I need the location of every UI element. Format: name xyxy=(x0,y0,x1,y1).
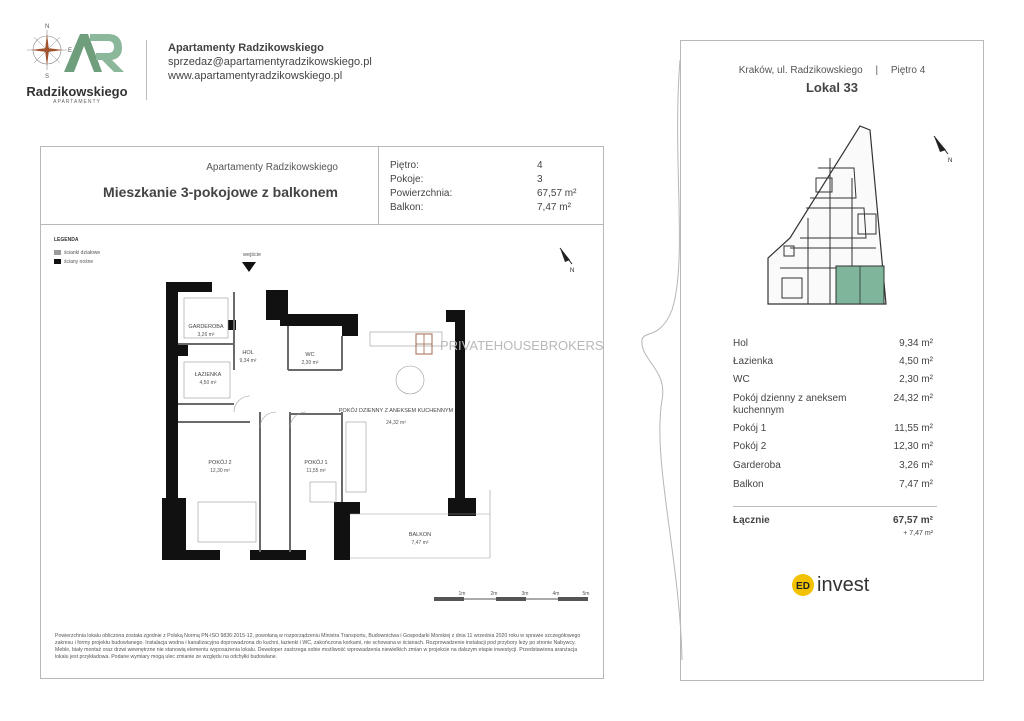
svg-text:4m: 4m xyxy=(552,591,560,597)
location-city: Kraków, ul. Radzikowskiego xyxy=(738,65,863,76)
area-garderoba-value: 3,26 m² xyxy=(899,460,933,471)
apartment-subtitle: Apartamenty Radzikowskiego xyxy=(206,162,338,173)
developer-logo-icon xyxy=(790,572,816,598)
room-pokoj1-label: POKÓJ 1 xyxy=(304,460,328,466)
compass-icon xyxy=(27,30,67,70)
compass-n: N xyxy=(45,24,50,30)
watermark: PRIVATEHOUSEBROKERS xyxy=(440,338,604,353)
room-lazienka-label: ŁAZIENKA xyxy=(194,372,222,378)
unit-title: Lokal 33 xyxy=(805,80,859,95)
room-balkon-area: 7,47 m² xyxy=(411,540,429,546)
svg-text:5m: 5m xyxy=(582,591,590,597)
apartment-title: Mieszkanie 3-pokojowe z balkonem xyxy=(103,184,338,200)
location-floor: Piętro 4 xyxy=(890,65,926,76)
total-divider xyxy=(733,506,937,507)
logo xyxy=(22,20,132,84)
entrance-arrow-icon xyxy=(242,262,256,272)
room-pokoj2-label: POKÓJ 2 xyxy=(208,460,232,466)
plan-header-divider xyxy=(40,224,604,225)
spec-area-label: Powierzchnia: xyxy=(390,188,453,199)
north-arrow-icon xyxy=(930,132,958,164)
room-garderoba-area: 3,26 m² xyxy=(197,332,215,338)
legend-swatch-bearing xyxy=(54,259,61,264)
scale-bar xyxy=(432,590,592,604)
spec-rooms-label: Pokoje: xyxy=(390,174,424,185)
entrance-label: wejście xyxy=(242,252,262,258)
room-living-area: 24,32 m² xyxy=(386,420,406,426)
spec-floor-label: Piętro: xyxy=(390,160,419,171)
area-hol-label: Hol xyxy=(733,338,749,349)
room-wc-label: WC xyxy=(305,352,315,358)
total-extra: + 7,47 m² xyxy=(903,530,933,537)
total-value: 67,57 m² xyxy=(892,515,933,526)
area-balkon-value: 7,47 m² xyxy=(899,479,933,490)
spec-rooms-value: 3 xyxy=(537,174,543,185)
north-arrow-icon xyxy=(558,246,582,274)
area-balkon-label: Balkon xyxy=(733,479,764,490)
area-wc-value: 2,30 m² xyxy=(899,374,933,385)
room-hol-label: HOL xyxy=(242,350,254,356)
room-garderoba-label: GARDEROBA xyxy=(188,324,224,330)
area-pokoj2-value: 12,30 m² xyxy=(893,441,933,452)
svg-text:ED: ED xyxy=(796,581,810,592)
spec-area-value: 67,57 m² xyxy=(537,188,577,199)
legend-title: LEGENDA xyxy=(54,237,79,243)
svg-text:3m: 3m xyxy=(521,591,529,597)
logo-sub: APARTAMENTY xyxy=(53,99,101,105)
area-pokoj1-label: Pokój 1 xyxy=(733,423,767,434)
area-pokoj2-label: Pokój 2 xyxy=(733,441,767,452)
spec-balcony-label: Balkon: xyxy=(390,202,424,213)
spec-floor-value: 4 xyxy=(537,160,543,171)
area-living-value: 24,32 m² xyxy=(893,393,933,404)
svg-text:N: N xyxy=(570,268,575,274)
room-hol-area: 9,34 m² xyxy=(239,358,257,364)
area-garderoba-label: Garderoba xyxy=(733,460,781,471)
header-divider xyxy=(146,40,147,100)
room-lazienka-area: 4,50 m² xyxy=(199,380,217,386)
area-living-label: Pokój dzienny z aneksem kuchennym xyxy=(733,393,847,416)
contact-website[interactable]: www.apartamentyradzikowskiego.pl xyxy=(168,70,343,82)
area-pokoj1-value: 11,55 m² xyxy=(894,423,933,434)
legend-bearing-label: ściany nośne xyxy=(64,259,94,265)
spec-balcony-value: 7,47 m² xyxy=(537,202,571,213)
building-key-plan xyxy=(760,118,900,318)
room-pokoj2-area: 12,30 m² xyxy=(210,468,230,474)
room-living-label: POKÓJ DZIENNY Z ANEKSEM KUCHENNYM xyxy=(338,408,454,414)
svg-text:1m: 1m xyxy=(458,591,466,597)
plan-header-vdivider xyxy=(378,146,379,224)
watermark-logo-icon xyxy=(416,334,432,354)
logo-name: Radzikowskiego xyxy=(26,84,128,99)
svg-text:E: E xyxy=(68,48,73,54)
svg-text:S: S xyxy=(45,74,50,80)
contact-email[interactable]: sprzedaz@apartamentyradzikowskiego.pl xyxy=(168,56,372,68)
area-lazienka-value: 4,50 m² xyxy=(899,356,933,367)
footnote: Powierzchnia lokalu obliczona została zgodnie z Polską Normą PN-ISO 9836:2015-12, powołaną w rozporządzeniu Ministra Transportu, Budownictwa i Gospodarki Morskiej z dnia 11 września 2020 roku w sprawie szczegółowego zakresu i formy projektu budowlanego. Instalacja wodna i kanalizacyjna doprowadzona do kuchni, łazienki i WC, zakończona korkami, nie schowana w ścianach. Rozprowadzenie instalacji pod przybory leży po stronie Nabywcy. Meble, biały montaż oraz drzwi wewnętrzne nie stanowią elementu wyposażenia lokalu. Deweloper zastrzega sobie możliwość wprowadzenia niewielkich zmian w projekcie na dalszym etapie inwestycji. Przedstawiona aranżacja lokalu jest przykładowa. Podane wymiary mogą ulec zmianie ze względu na odchyłki budowlane. xyxy=(55,633,581,660)
area-hol-value: 9,34 m² xyxy=(899,338,933,349)
room-balkon-label: BALKON xyxy=(408,532,432,538)
room-pokoj1-area: 11,55 m² xyxy=(306,468,326,474)
area-wc-label: WC xyxy=(733,374,750,385)
legend-partition-label: ścianki działowe xyxy=(64,250,101,256)
svg-text:2m: 2m xyxy=(490,591,498,597)
area-lazienka-label: Łazienka xyxy=(733,356,774,367)
contact-title: Apartamenty Radzikowskiego xyxy=(168,42,324,54)
legend-swatch-partition xyxy=(54,250,61,255)
location-line: Kraków, ul. Radzikowskiego | Piętro 4 xyxy=(738,65,926,76)
developer-name: invest xyxy=(817,574,870,596)
room-wc-area: 2,30 m² xyxy=(301,360,319,366)
svg-text:N: N xyxy=(948,158,953,164)
total-label: Łącznie xyxy=(733,515,770,526)
